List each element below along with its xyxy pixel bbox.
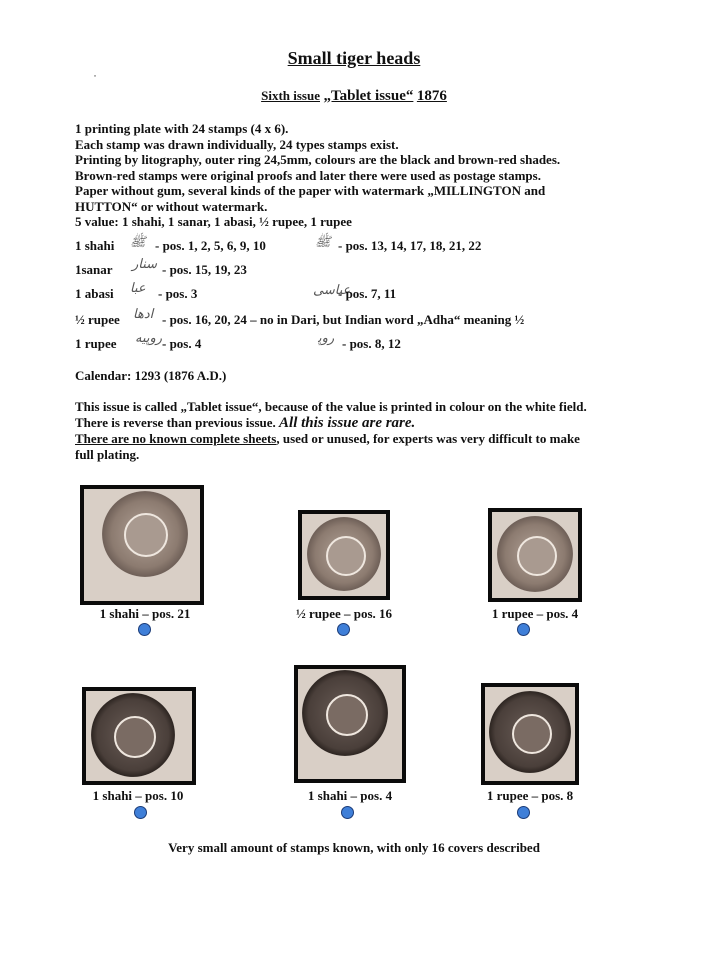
stamp-caption: ½ rupee – pos. 16 <box>295 606 393 621</box>
value-positions-alt: - pos. 8, 12 <box>342 336 401 351</box>
marker-dot-icon <box>517 623 530 636</box>
value-positions-alt: - pos. 7, 11 <box>338 286 397 301</box>
footer-note: Very small amount of stamps known, with only 16 covers described <box>168 840 540 855</box>
script-glyph-icon: ﻋﺒﺎ <box>130 280 146 295</box>
script-glyph-icon: ﷺ <box>315 234 331 249</box>
value-positions: - pos. 16, 20, 24 – no in Dari, but Indian word „Adha“ meaning ½ <box>162 312 525 327</box>
marker-dot-icon <box>341 806 354 819</box>
script-glyph-icon: ﻋﺒﺎﺳﻰ <box>313 282 351 297</box>
page-subtitle <box>0 88 708 105</box>
intro-paragraph <box>75 121 655 230</box>
marker-dot-icon <box>517 806 530 819</box>
subtitle-lead: Sixth issue <box>261 88 320 103</box>
note-line: This issue is called „Tablet issue“, because of the value is printed in colour on the white field. <box>75 399 587 414</box>
note-line: full plating. <box>75 446 140 462</box>
marker-dot-icon <box>138 623 151 636</box>
subtitle-emphasis: „Tablet issue“ <box>323 88 414 104</box>
script-glyph-icon: ﷺ <box>130 234 146 249</box>
script-glyph-icon: ﺳﻨﺎﺭ <box>132 256 158 271</box>
calendar-line: Calendar: 1293 (1876 A.D.) <box>75 368 227 383</box>
marker-dot-icon <box>337 623 350 636</box>
subtitle-year: 1876 <box>416 88 447 104</box>
value-positions: - pos. 15, 19, 23 <box>162 262 247 277</box>
script-glyph-icon: ﺭﻭﭘ <box>318 330 335 345</box>
value-name: ½ rupee <box>75 312 120 327</box>
value-positions: - pos. 1, 2, 5, 6, 9, 10 <box>155 238 266 253</box>
note-line <box>75 431 655 447</box>
value-name: 1 rupee <box>75 336 117 351</box>
value-positions-alt: - pos. 13, 14, 17, 18, 21, 22 <box>338 238 482 253</box>
note-no-sheets-rest: , used or unused, for experts was very difficult to make <box>276 431 580 446</box>
marker-dot-icon <box>134 806 147 819</box>
stamp-caption: 1 rupee – pos. 8 <box>486 788 574 803</box>
value-name: 1 abasi <box>75 286 114 301</box>
stray-mark: ˙ <box>93 72 97 86</box>
script-glyph-icon: ﺭﻭﭘﻴﻪ <box>135 330 163 345</box>
value-name: 1 shahi <box>75 238 115 253</box>
stamp-caption: 1 shahi – pos. 4 <box>307 788 393 803</box>
note-no-sheets: There are no known complete sheets <box>75 431 277 446</box>
note-line <box>75 415 655 432</box>
value-positions: - pos. 3 <box>158 286 198 301</box>
stamp-caption: 1 shahi – pos. 21 <box>99 606 191 621</box>
stamp-caption: 1 shahi – pos. 10 <box>92 788 184 803</box>
page-title: Small tiger heads <box>287 48 421 68</box>
value-name: 1sanar <box>75 262 113 277</box>
intro-line: Printing by litography, outer ring 24,5mm, colours are the black and brown-red shades. <box>75 152 561 167</box>
intro-line: 1 printing plate with 24 stamps (4 x 6). <box>75 121 289 136</box>
intro-line: Each stamp was drawn individually, 24 types stamps exist. <box>75 136 399 152</box>
intro-line: HUTTON“ or without watermark. <box>75 198 268 214</box>
notes-paragraph <box>75 399 655 462</box>
note-reverse: There is reverse than previous issue. <box>75 414 276 430</box>
note-rare: All this issue are rare. <box>279 414 416 431</box>
intro-line: Paper without gum, several kinds of the paper with watermark „MILLINGTON and <box>75 183 546 198</box>
stamp-caption: 1 rupee – pos. 4 <box>491 606 579 621</box>
value-positions: - pos. 4 <box>162 336 202 351</box>
intro-line: 5 value: 1 shahi, 1 sanar, 1 abasi, ½ rupee, 1 rupee <box>75 214 352 229</box>
script-glyph-icon: ﺍﺩﻫﺎ <box>133 306 154 321</box>
intro-line: Brown-red stamps were original proofs and later there were used as postage stamps. <box>75 167 541 183</box>
